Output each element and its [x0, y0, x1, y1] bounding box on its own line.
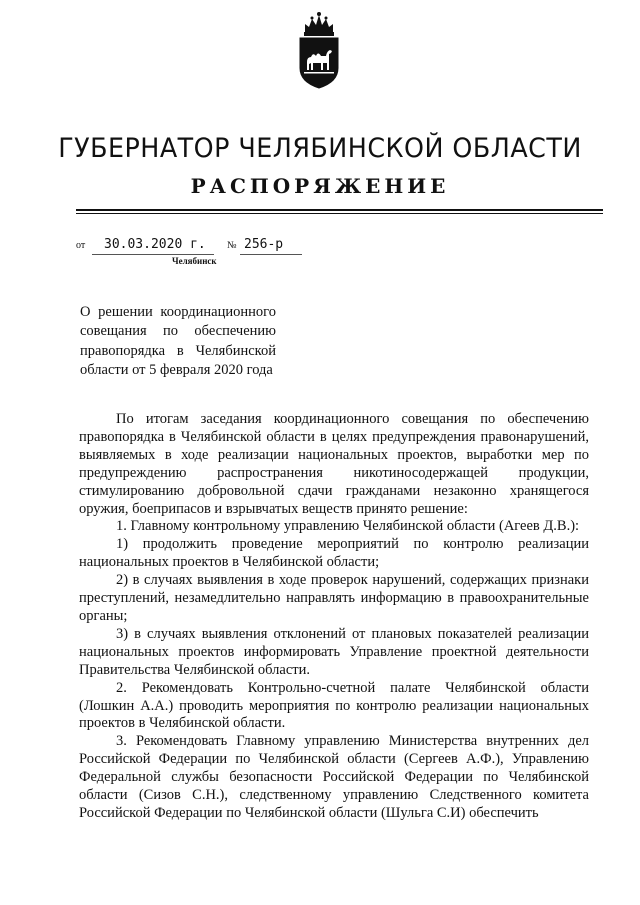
header-rule-thick — [76, 209, 603, 211]
body-paragraph: 1. Главному контрольному управлению Челябинской области (Агеев Д.В.): — [116, 518, 580, 535]
body-paragraph: По итогам заседания координационного совещания по обеспечению правопорядка в Челябинской области в целях предупреждения правонарушений, выявляемых в ходе реализации национальных проектов, выработки мер по предупреждению распространения никотиносодержащей продукции, стимулированию добровольной сдачи гражданами незаконно хранящегося оружия, боеприпасов и взрывчатых веществ принято решение: — [79, 411, 589, 517]
date-prefix: от — [76, 240, 86, 251]
document-number: 256-р — [244, 237, 284, 252]
subject-line: области от 5 февраля 2020 года — [80, 361, 273, 378]
document-body — [79, 411, 589, 823]
subject-line: совещания по обеспечению — [80, 323, 276, 340]
governor-title: ГУБЕРНАТОР ЧЕЛЯБИНСКОЙ ОБЛАСТИ — [58, 133, 582, 164]
document-date: 30.03.2020 г. — [104, 237, 206, 252]
body-paragraph: 3. Рекомендовать Главному управлению Министерства внутренних дел Российской Федерации по Челябинской области (Сергеев А.Ф.), Управлению Федеральной службы безопасности Российской Федерации по Челябинской области (Сизов С.Н.), следственному управлению Следственного комитета Российской Федерации по Челябинской области (Шульга С.И) обеспечить — [79, 733, 589, 821]
number-prefix: № — [227, 240, 237, 251]
body-paragraph: 3) в случаях выявления отклонений от плановых показателей реализации национальных проектов информировать Управление проектной деятельности Правительства Челябинской области. — [79, 625, 589, 678]
crown-icon — [304, 12, 334, 36]
body-paragraph: 2) в случаях выявления в ходе проверок нарушений, содержащих признаки преступлений, незамедлительно направлять информацию в правоохранительные органы; — [79, 572, 589, 624]
subject-line: правопорядка в Челябинской — [80, 342, 276, 359]
document-type: РАСПОРЯЖЕНИЕ — [190, 174, 450, 198]
body-paragraph: 2. Рекомендовать Контрольно-счетной палате Челябинской области (Лошкин А.А.) проводить мероприятия по контролю реализации национальных проектов в Челябинской области. — [79, 679, 589, 732]
subject-line: О решении координационного — [80, 304, 276, 320]
document-subject — [80, 303, 276, 380]
date-underline — [92, 254, 214, 255]
header-rule-thin — [76, 213, 603, 214]
body-paragraph: 1) продолжить проведение мероприятий по контролю реализации национальных проектов в Челябинской области; — [79, 536, 589, 571]
coat-of-arms-emblem — [288, 10, 350, 90]
city-name: Челябинск — [172, 256, 217, 266]
number-underline — [240, 254, 302, 255]
